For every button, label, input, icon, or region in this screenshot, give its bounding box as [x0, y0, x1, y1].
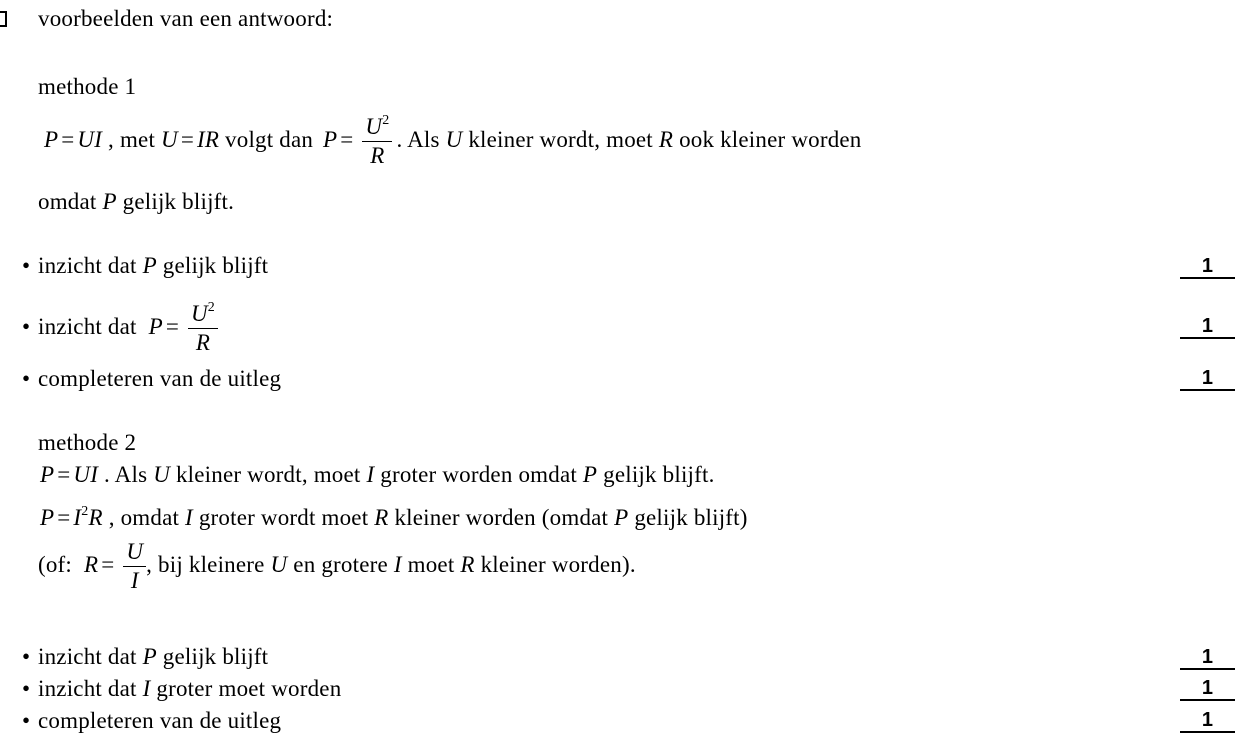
method2-title: methode 2: [38, 430, 137, 455]
method2-score-3: 1: [1180, 709, 1235, 733]
method2-line2: $P = I^2R$ , omdat I groter wordt moet R kleiner worden (omdat P gelijk blijft): [40, 504, 748, 530]
method1-score-1: 1: [1180, 255, 1235, 279]
answer-marker: [0, 11, 7, 27]
intro-text: voorbeelden van een antwoord:: [38, 6, 334, 31]
method1-bullet-2: • inzicht dat P = $\frac{U^2}{R}$: [22, 300, 218, 357]
method1-bullet-3: • completeren van de uitleg: [22, 366, 282, 391]
method1-line1: P = UI , met U = IR volgt dan P = $\frac{U^2}{R}$ . Als U kleiner wordt, moet R ook kleiner worden: [44, 113, 862, 168]
fraction-u2-over-r: P = $\frac{U^2}{R}$: [323, 113, 392, 170]
method1-score-2: 1: [1180, 315, 1235, 339]
method1-score-3: 1: [1180, 367, 1235, 391]
method2-line1: P = UI . Als U kleiner wordt, moet I groter worden omdat P gelijk blijft.: [40, 462, 715, 487]
method1-title: methode 1: [38, 74, 137, 99]
method2-bullet-2: • inzicht dat I groter moet worden: [22, 676, 342, 701]
method2-bullet-3: • completeren van de uitleg: [22, 708, 282, 733]
method2-bullet-1: • inzicht dat P gelijk blijft: [22, 644, 269, 669]
method1-line2: omdat P gelijk blijft.: [38, 189, 235, 214]
method2-line3: (of: R = $\frac{U}{I}$ , bij kleinere U en grotere I moet R kleiner worden).: [38, 539, 636, 593]
method2-score-2: 1: [1180, 677, 1235, 701]
method2-score-1: 1: [1180, 646, 1235, 670]
method1-bullet-1: • inzicht dat P gelijk blijft: [22, 253, 269, 278]
